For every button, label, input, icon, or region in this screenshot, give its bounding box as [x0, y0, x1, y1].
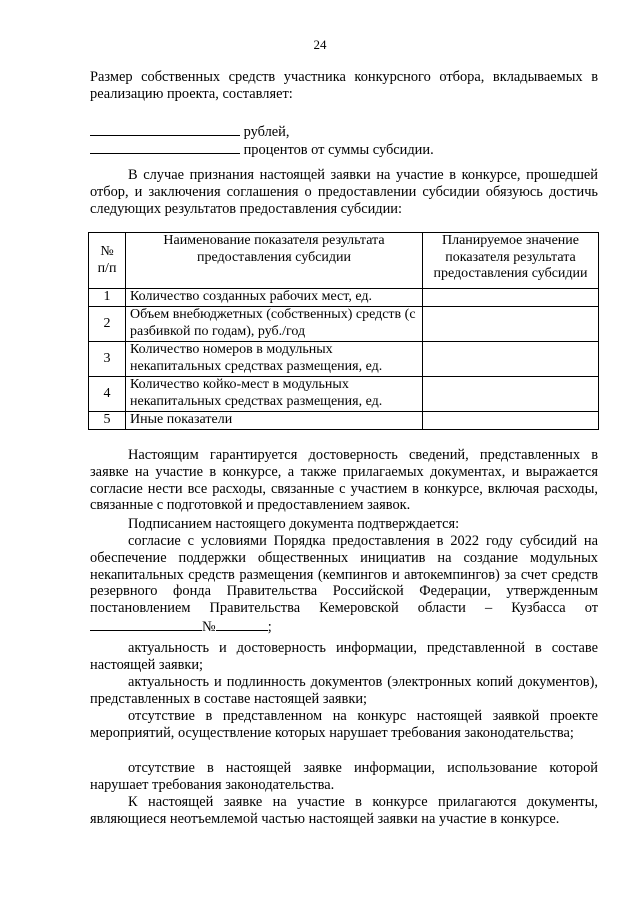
header-num: № п/п: [89, 233, 126, 289]
row-value: [423, 307, 599, 342]
table-row: [89, 307, 599, 342]
intro-paragraph: Размер собственных средств участника конкурсного отбора, вкладываемых в реализацию проекта, составляет:: [90, 69, 598, 102]
header-value: Планируемое значение показателя результата предоставления субсидии: [423, 233, 599, 289]
consent-text: согласие с условиями Порядка предоставления в 2022 году субсидий на обеспечение поддержки общественных инициатив на создание модульных некапитальных средств размещения (кемпингов и автокемпингов) за счет средств резервного фонда Правительства Российской Федерации, утвержденным постановлением Правительства Кемеровской области – Кузбасса от: [90, 533, 598, 617]
obligation-paragraph: В случае признания настоящей заявки на участие в конкурсе, прошедшей отбор, и заключения соглашения о предоставлении субсидии обязуюсь достичь следующих результатов предоставления субсидии:: [90, 167, 598, 217]
table-row: [89, 289, 599, 307]
absence-events-paragraph: отсутствие в представленном на конкурс настоящей заявкой проекте мероприятий, осуществление которых нарушает требования законодательства;: [90, 708, 598, 741]
table-row: [89, 377, 599, 412]
amount-rub-blank: [90, 122, 240, 136]
table-row: [89, 342, 599, 377]
row-num: 2: [89, 307, 126, 342]
row-name: Количество номеров в модульных некапитальных средствах размещения, ед.: [126, 342, 423, 377]
consent-paragraph: [90, 533, 598, 636]
row-value: [423, 342, 599, 377]
row-value: [423, 412, 599, 430]
row-name: Количество созданных рабочих мест, ед.: [126, 289, 423, 307]
relevance-paragraph: актуальность и достоверность информации, представленной в составе настоящей заявки;: [90, 640, 598, 673]
guarantee-paragraph: Настоящим гарантируется достоверность сведений, представленных в заявке на участие в конкурсе, а также прилагаемых документах, и выражается согласие нести все расходы, связанные с участием в конкурсе, включая расходы, связанные с подготовкой и предоставлением заявок.: [90, 447, 598, 514]
authenticity-paragraph: актуальность и подлинность документов (электронных копий документов), представленных в составе настоящей заявки;: [90, 674, 598, 707]
amount-rub-label: рублей,: [243, 124, 290, 140]
table-header-row: [89, 233, 599, 289]
row-num: 4: [89, 377, 126, 412]
row-name: Количество койко-мест в модульных некапитальных средствах размещения, ед.: [126, 377, 423, 412]
row-num: 1: [89, 289, 126, 307]
page-number: 24: [313, 37, 327, 52]
attached-paragraph: К настоящей заявке на участие в конкурсе прилагаются документы, являющиеся неотъемлемой частью настоящей заявки на участие в конкурсе.: [90, 794, 598, 827]
row-value: [423, 377, 599, 412]
consent-semicolon: ;: [267, 618, 272, 635]
row-name: Иные показатели: [126, 412, 423, 430]
row-value: [423, 289, 599, 307]
amount-pct-blank: [90, 140, 240, 154]
confirm-heading: Подписанием настоящего документа подтверждается:: [128, 516, 460, 532]
amount-rub-line: [90, 122, 598, 141]
amount-pct-line: [90, 140, 598, 159]
absence-info-paragraph: отсутствие в настоящей заявке информации, использование которой нарушает требования законодательства.: [90, 760, 598, 793]
decree-number-blank: [216, 617, 268, 631]
row-num: 5: [89, 412, 126, 430]
amount-pct-label: процентов от суммы субсидии.: [243, 142, 434, 158]
row-name: Объем внебюджетных (собственных) средств (с разбивкой по годам), руб./год: [126, 307, 423, 342]
results-table: [88, 232, 599, 430]
number-sign: №: [202, 618, 216, 635]
row-num: 3: [89, 342, 126, 377]
date-blank: [90, 617, 202, 631]
header-name: Наименование показателя результата предоставления субсидии: [126, 233, 423, 289]
table-row: [89, 412, 599, 430]
